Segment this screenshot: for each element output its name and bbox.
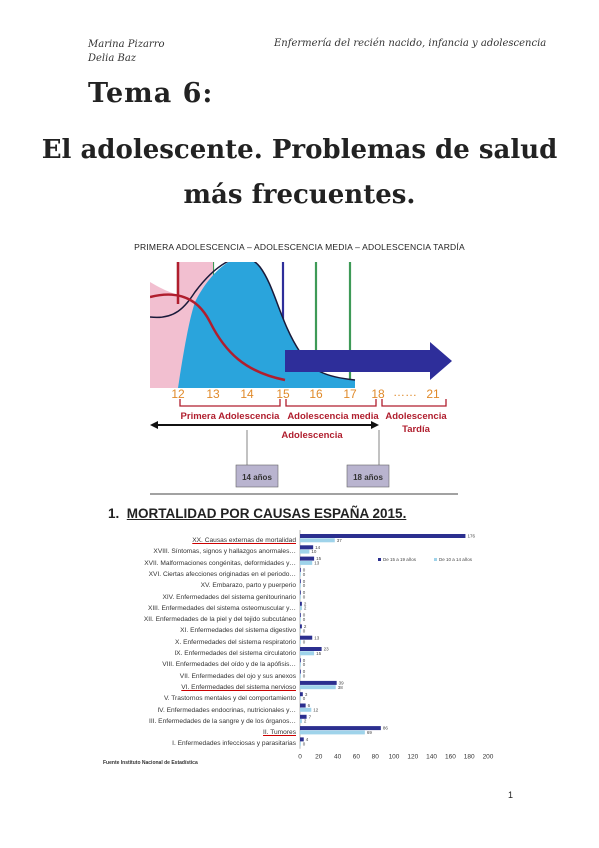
- data-label: 0: [302, 571, 306, 577]
- arrow-left: [150, 421, 158, 429]
- x-tick-label: 100: [388, 753, 400, 761]
- x-tick-label: 40: [333, 753, 342, 761]
- bar: [300, 568, 301, 572]
- data-label: 0: [302, 662, 306, 668]
- category-label: V. Trastornos mentales y del comportamiento: [163, 695, 296, 703]
- age-label: 17: [343, 387, 357, 401]
- age-label: 16: [309, 387, 323, 401]
- bar: [300, 595, 301, 599]
- category-label: III. Enfermedades de la sangre y de los órganos…: [149, 717, 296, 725]
- data-label: 0: [302, 741, 306, 747]
- header-authors: [88, 38, 165, 66]
- age-label: 15: [276, 387, 290, 401]
- bracket-early: [180, 399, 280, 406]
- data-label: 4: [305, 737, 309, 742]
- data-label: 0: [302, 673, 306, 679]
- page-number: 1: [508, 790, 514, 800]
- data-label: 2: [303, 605, 307, 611]
- arrow-right: [371, 421, 379, 429]
- x-tick-label: 80: [371, 753, 379, 761]
- bar: [300, 629, 301, 633]
- bar: [300, 651, 314, 655]
- x-tick-label: 120: [407, 753, 419, 761]
- x-tick-label: 160: [444, 753, 456, 761]
- bar: [300, 708, 311, 712]
- data-label: 86: [382, 725, 388, 731]
- bracket-middle: [286, 399, 376, 406]
- age-label: 13: [206, 387, 220, 401]
- marker-label-18: 18 años: [353, 473, 383, 482]
- data-label: 0: [302, 639, 306, 645]
- category-label: XVII. Malformaciones congénitas, deformidades y…: [144, 559, 296, 567]
- bar: [300, 557, 314, 561]
- bar: [300, 591, 301, 595]
- age-label: 12: [171, 387, 185, 401]
- data-label: 0: [302, 594, 306, 600]
- bar: [300, 613, 301, 617]
- category-label: VII. Enfermedades del ojo y sus anexos: [179, 672, 296, 680]
- data-label: 0: [302, 583, 306, 589]
- bar: [300, 602, 302, 606]
- section-number: 1.: [108, 506, 120, 521]
- legend-label: De 10 a 14 años: [439, 557, 473, 562]
- data-label: 69: [366, 730, 372, 735]
- x-tick-label: 140: [426, 753, 438, 761]
- header-course: Enfermería del recién nacido, infancia y adolescencia: [274, 38, 547, 49]
- data-label: 6: [307, 703, 311, 709]
- data-label: 0: [302, 578, 306, 584]
- category-label: XVI. Ciertas afecciones originadas en el periodo…: [148, 570, 296, 578]
- category-label: IV. Enfermedades endocrinas, nutricionales y…: [157, 706, 296, 714]
- data-label: 0: [302, 628, 306, 634]
- bar: [300, 658, 301, 662]
- title-line-2: más frecuentes.: [183, 180, 416, 210]
- bar: [300, 617, 301, 621]
- topic-number: Tema 6:: [88, 78, 214, 109]
- bar: [300, 550, 309, 554]
- category-label: XVIII. Síntomas, signos y hallazgos anormales…: [153, 548, 296, 556]
- age-label: 14: [240, 387, 254, 401]
- stage-label-late: Adolescencia: [385, 411, 447, 422]
- category-label: XIII. Enfermedades del sistema osteomuscular y…: [147, 604, 296, 612]
- section-heading: [108, 506, 406, 521]
- data-label: 13: [314, 635, 320, 641]
- data-label: 2: [303, 718, 307, 724]
- arrow-head: [430, 342, 452, 380]
- bar: [300, 663, 301, 667]
- age-label: 18: [371, 387, 385, 401]
- data-label: 15: [316, 556, 322, 562]
- bar: [300, 674, 301, 678]
- data-label: 12: [313, 707, 319, 713]
- data-label: 14: [315, 544, 321, 550]
- bar: [300, 572, 301, 576]
- data-label: 0: [302, 590, 306, 596]
- data-label: 0: [302, 669, 306, 675]
- bar: [300, 719, 302, 723]
- data-label: 2: [303, 624, 307, 629]
- adolescence-stages-figure: [150, 262, 460, 497]
- bar: [300, 561, 312, 565]
- bar: [300, 538, 335, 542]
- bar: [300, 742, 301, 746]
- data-label: 0: [302, 617, 306, 622]
- x-tick-label: 20: [315, 753, 323, 761]
- x-tick-label: 180: [463, 753, 475, 761]
- arrow-body: [285, 350, 435, 372]
- age-label: 21: [426, 387, 440, 401]
- category-label: VI. Enfermedades del sistema nervioso: [181, 683, 296, 691]
- legend-label: De 15 a 19 años: [383, 557, 417, 562]
- bar: [300, 697, 301, 701]
- author-1: Marina Pizarro: [88, 39, 165, 50]
- stage-label-early: Primera Adolescencia: [180, 411, 280, 422]
- data-label: 3: [304, 691, 308, 697]
- chart-source: Fuente Instituto Nacional de Estadística: [103, 760, 198, 766]
- bar: [300, 584, 301, 588]
- category-label: II. Tumores: [263, 729, 296, 737]
- category-label: XII. Enfermedades de la piel y del tejido subcutáneo: [143, 616, 296, 624]
- data-label: 0: [302, 657, 306, 663]
- age-ellipsis: ……: [393, 385, 417, 399]
- category-label: VIII. Enfermedades del oído y de la apófisis…: [162, 661, 296, 669]
- overall-label: Adolescencia: [281, 430, 343, 441]
- data-label: 15: [316, 650, 322, 656]
- mortality-bar-chart: [296, 530, 496, 768]
- data-label: 176: [467, 533, 475, 539]
- x-tick-label: 0: [298, 753, 302, 761]
- title-line-1: El adolescente. Problemas de salud: [41, 135, 558, 165]
- data-label: 2: [303, 601, 307, 607]
- data-label: 10: [311, 549, 317, 555]
- legend-swatch: [434, 558, 437, 561]
- section-title: MORTALIDAD POR CAUSAS ESPAÑA 2015.: [126, 506, 407, 521]
- marker-label-14: 14 años: [242, 473, 272, 482]
- bar: [300, 681, 337, 685]
- bar: [300, 606, 302, 610]
- bar: [300, 730, 365, 734]
- data-label: 0: [302, 567, 306, 573]
- data-label: 23: [323, 646, 329, 652]
- stage-label-middle: Adolescencia media: [287, 411, 379, 422]
- bar: [300, 534, 465, 538]
- stage-label-late-2: Tardía: [402, 424, 430, 435]
- bar: [300, 624, 302, 628]
- bar: [300, 670, 301, 674]
- data-label: 39: [338, 680, 344, 686]
- data-label: 0: [302, 612, 306, 618]
- subtitle: PRIMERA ADOLESCENCIA – ADOLESCENCIA MEDIA – ADOLESCENCIA TARDÍA: [134, 242, 465, 252]
- category-label: X. Enfermedades del sistema respiratorio: [175, 638, 296, 646]
- data-label: 13: [314, 560, 320, 566]
- category-label: XX. Causas externas de mortalidad: [192, 537, 296, 544]
- category-label: I. Enfermedades infecciosas y parasitarias: [172, 740, 296, 748]
- category-label: XIV. Enfermedades del sistema genitourinario: [162, 593, 296, 601]
- legend-swatch: [378, 558, 381, 561]
- category-label: XI. Enfermedades del sistema digestivo: [180, 627, 296, 635]
- category-label: IX. Enfermedades del sistema circulatorio: [174, 650, 296, 657]
- data-label: 7: [308, 714, 312, 720]
- bar: [300, 579, 301, 583]
- category-label: XV. Embarazo, parto y puerperio: [200, 582, 296, 590]
- bar: [300, 640, 301, 644]
- author-2: Delia Baz: [88, 53, 137, 64]
- bar: [300, 704, 306, 708]
- data-label: 0: [302, 696, 306, 702]
- bar: [300, 685, 336, 689]
- x-tick-label: 200: [482, 753, 494, 761]
- x-tick-label: 60: [352, 753, 361, 761]
- data-label: 37: [336, 537, 342, 543]
- data-label: 38: [337, 684, 343, 690]
